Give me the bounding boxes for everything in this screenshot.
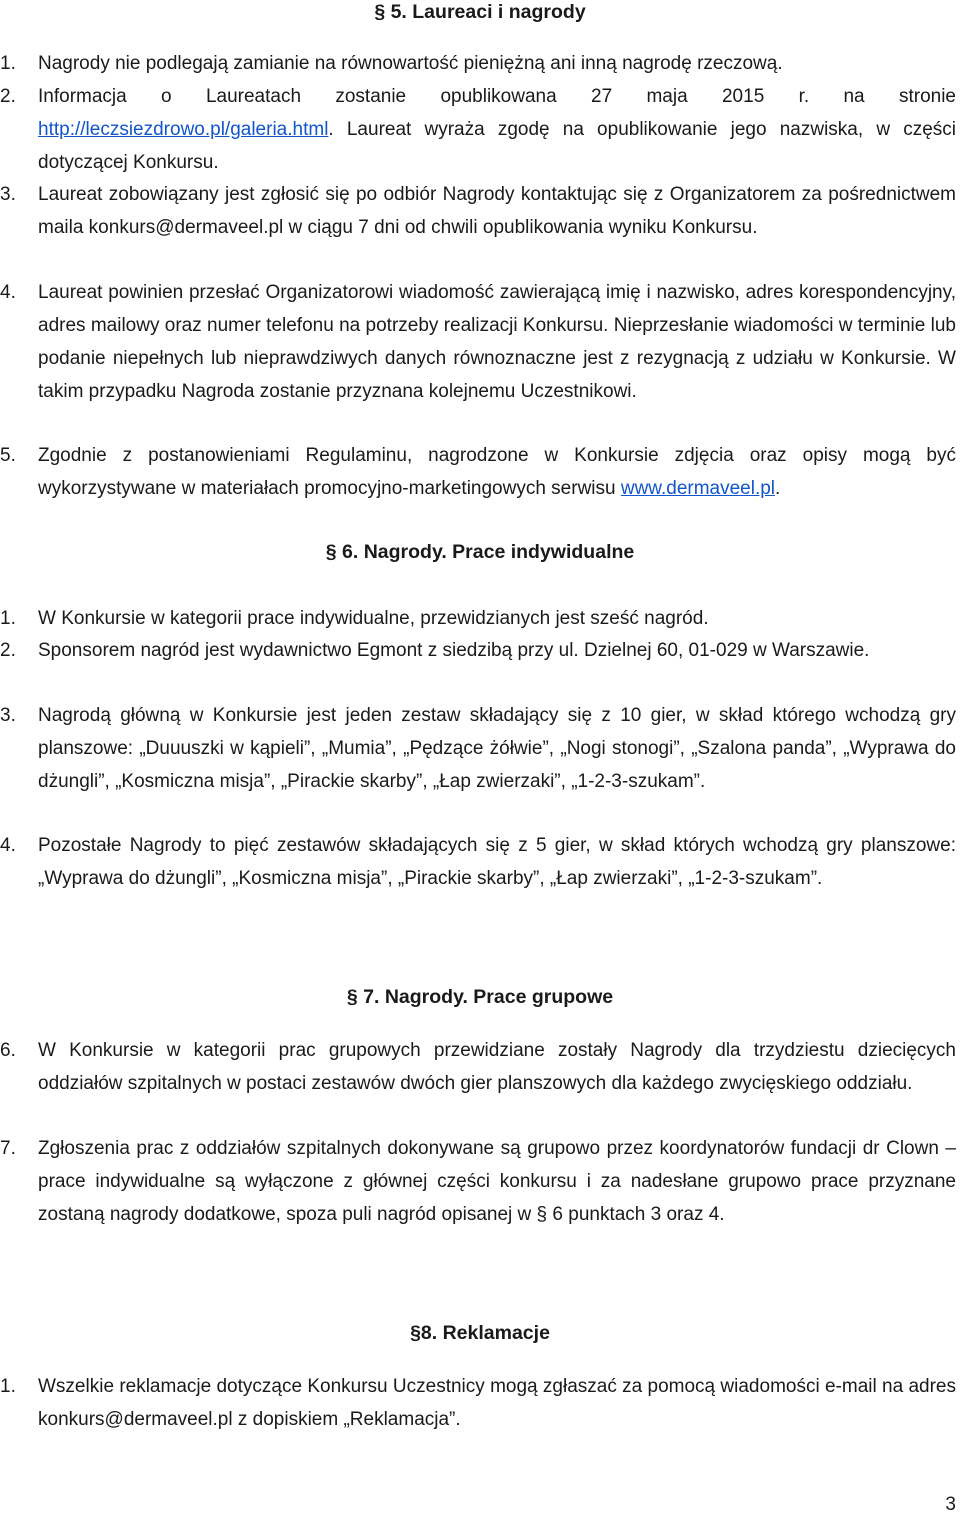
item-number: 7. <box>0 1138 16 1159</box>
paragraph: W Konkursie w kategorii prace indywidualne, przewidzianych jest sześć nagród. <box>38 608 709 629</box>
paragraph <box>38 80 956 179</box>
paragraph: Sponsorem nagród jest wydawnictwo Egmont z siedzibą przy ul. Dzielnej 60, 01-029 w Warszawie. <box>38 640 870 661</box>
item-number: 2. <box>0 640 16 661</box>
section-heading: § 7. Nagrody. Prace grupowe <box>346 986 614 1008</box>
item-number: 1. <box>0 1376 16 1397</box>
item-number: 6. <box>0 1040 16 1061</box>
paragraph: W Konkursie w kategorii prac grupowych przewidziane zostały Nagrody dla trzydziestu dziecięcych oddziałów szpitalnych w postaci zestawów dwóch gier planszowych dla każdego zwycięskiego oddziału. <box>38 1040 956 1094</box>
gallery-link[interactable]: http://leczsiezdrowo.pl/galeria.html <box>38 119 329 140</box>
paragraph-text: . Laureat wyraża zgodę na opublikowanie jego nazwiska, w części dotyczącej Konkursu. <box>38 119 956 173</box>
paragraph-text: Informacja o Laureatach zostanie opublikowana 27 maja 2015 r. na stronie <box>38 86 956 107</box>
item-number: 1. <box>0 53 16 74</box>
item-number: 3. <box>0 705 16 726</box>
item-number: 2. <box>0 86 16 107</box>
paragraph: Laureat zobowiązany jest zgłosić się po odbiór Nagrody kontaktując się z Organizatorem za pośrednictwem maila konkurs@dermaveel.pl w ciągu 7 dni od chwili opublikowania wyniku Konkursu. <box>38 184 956 238</box>
paragraph: Nagrodą główną w Konkursie jest jeden zestaw składający się z 10 gier, w skład którego wchodzą gry planszowe: „Duuuszki w kąpieli”, „Mumia”, „Pędzące żółwie”, „Nogi stonogi”, „Szalona panda”, „Wyprawa do dżungli”, „Kosmiczna misja”, „Pirackie skarby”, „Łap zwierzaki”, „1-2-3-szukam”. <box>38 705 956 792</box>
paragraph: Zgłoszenia prac z oddziałów szpitalnych dokonywane są grupowo przez koordynatorów fundacji dr Clown – prace indywidualne są wyłączone z głównej części konkursu i za nadesłane grupowo prace przyznane zostaną nagrody dodatkowe, spoza puli nagród opisanej w § 6 punktach 3 oraz 4. <box>38 1138 956 1225</box>
item-number: 4. <box>0 835 16 856</box>
paragraph <box>38 439 956 505</box>
paragraph-text: Zgodnie z postanowieniami Regulaminu, nagrodzone w Konkursie zdjęcia oraz opisy mogą być wykorzystywane w materiałach promocyjno-marketingowych serwisu <box>38 445 956 499</box>
item-number: 4. <box>0 282 16 303</box>
paragraph-text: . <box>775 478 781 499</box>
paragraph: Laureat powinien przesłać Organizatorowi wiadomość zawierającą imię i nazwisko, adres korespondencyjny, adres mailowy oraz numer telefonu na potrzeby realizacji Konkursu. Nieprzesłanie wiadomości w terminie lub podanie niepełnych lub nieprawdziwych danych równoznaczne jest z rezygnacją z udziału w Konkursie. W takim przypadku Nagroda zostanie przyznana kolejnemu Uczestnikowi. <box>38 282 956 402</box>
page-number: 3 <box>945 1494 956 1515</box>
paragraph: Pozostałe Nagrody to pięć zestawów składających się z 5 gier, w skład których wchodzą gry planszowe: „Wyprawa do dżungli”, „Kosmiczna misja”, „Pirackie skarby”, „Łap zwierzaki”, „1-2-3-szukam”. <box>38 835 956 889</box>
item-number: 5. <box>0 445 16 466</box>
section-heading: § 6. Nagrody. Prace indywidualne <box>325 541 635 563</box>
paragraph: Nagrody nie podlegają zamianie na równowartość pieniężną ani inną nagrodę rzeczową. <box>38 53 783 74</box>
section-heading: § 5. Laureaci i nagrody <box>374 1 586 23</box>
paragraph: Wszelkie reklamacje dotyczące Konkursu Uczestnicy mogą zgłaszać za pomocą wiadomości e-mail na adres konkurs@dermaveel.pl z dopiskiem „Reklamacja”. <box>38 1376 956 1430</box>
item-number: 3. <box>0 184 16 205</box>
website-link[interactable]: www.dermaveel.pl <box>620 478 776 499</box>
item-number: 1. <box>0 608 16 629</box>
section-heading: §8. Reklamacje <box>410 1322 550 1344</box>
